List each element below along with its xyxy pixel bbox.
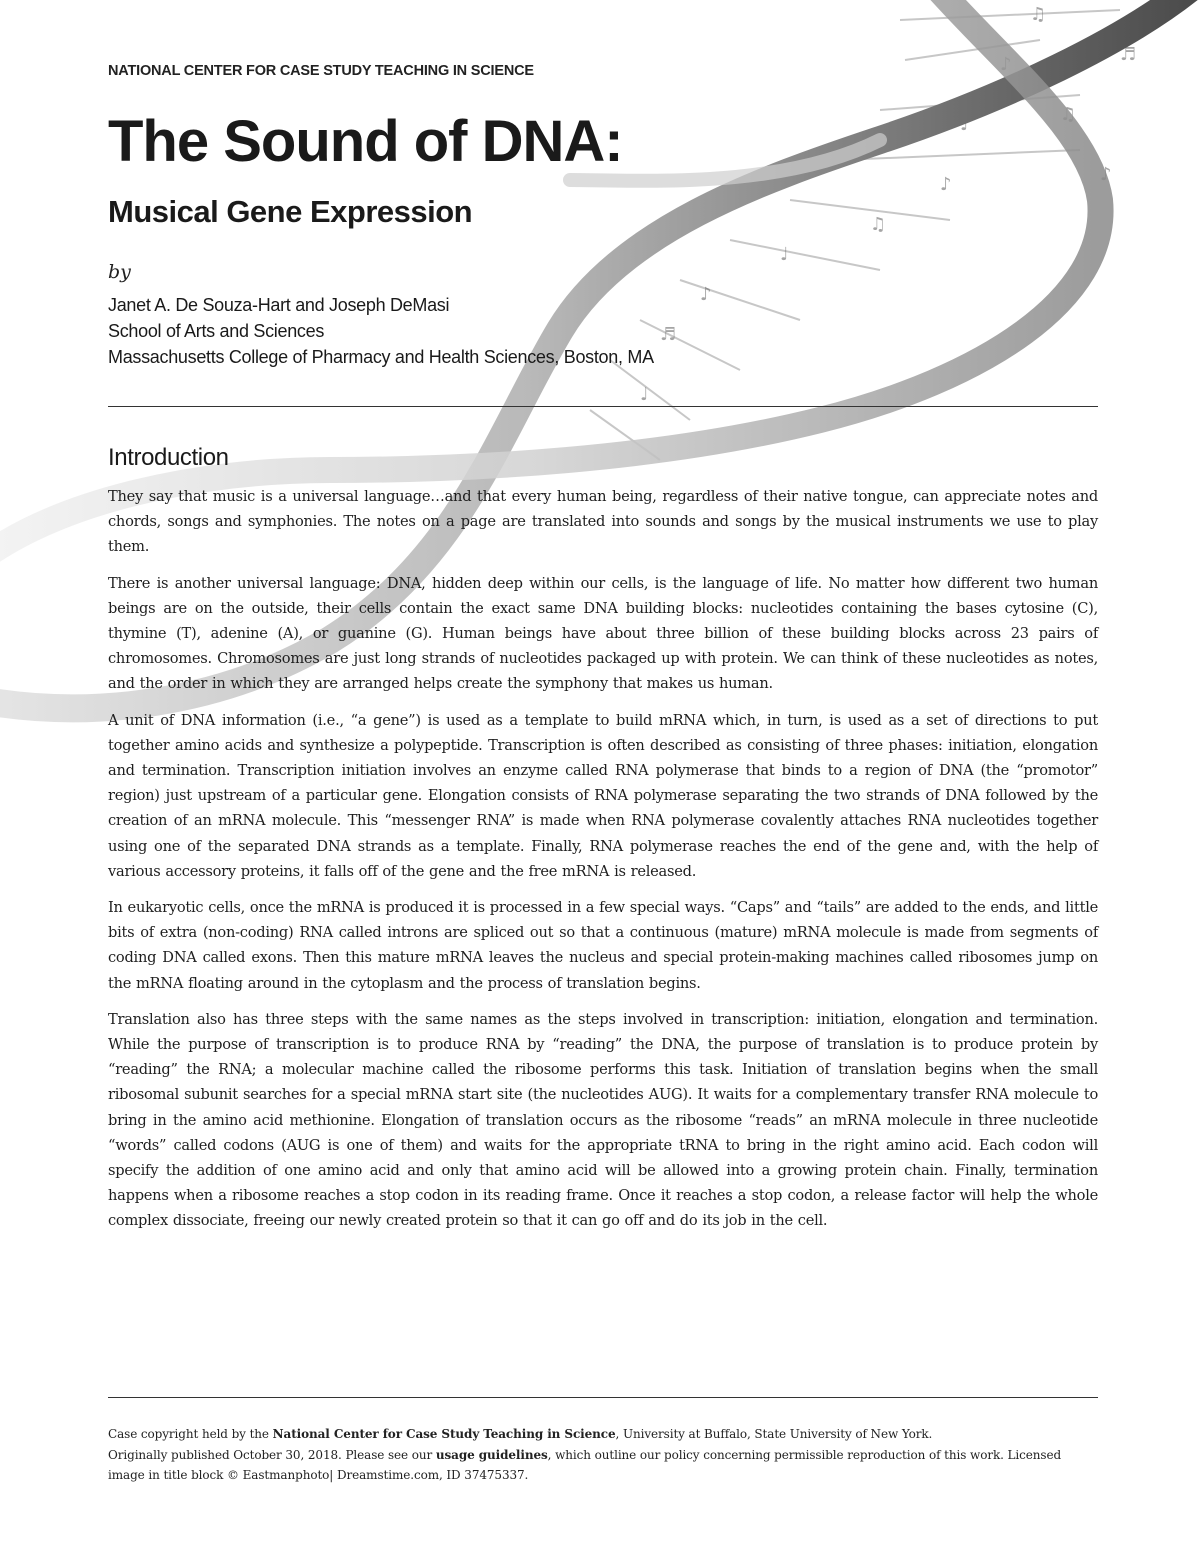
school: School of Arts and Sciences <box>108 321 325 341</box>
footer-divider <box>108 1397 1098 1398</box>
svg-text:♪: ♪ <box>1100 164 1112 185</box>
page-subtitle: Musical Gene Expression <box>108 194 473 229</box>
svg-text:♪: ♪ <box>700 284 712 305</box>
published-suffix: , which outline our policy concerning permissible reproduction of this work. Licensed image in title block © Eastmanphoto| Dreamstime.com, ID 37475337. <box>108 1447 1062 1482</box>
page-title: The Sound of DNA: <box>108 109 623 174</box>
copyright-suffix: , University at Buffalo, State University of New York. <box>615 1427 933 1441</box>
svg-text:♬: ♬ <box>1120 44 1137 65</box>
author-block <box>108 292 654 370</box>
paragraph: There is another universal language: DNA, hidden deep within our cells, is the language of life. No matter how different two human beings are on the outside, their cells contain the exact same DNA building blocks: nucleotides containing the bases cytosine (C), thymine (T), adenine (A), or guanine (G). Human beings have about three billion of these building blocks across 23 pairs of chromosomes. Chromosomes are just long strands of nucleotides packaged up with protein. We can think of these nucleotides as notes, and the order in which they are arranged helps create the symphony that makes us human. <box>108 574 1098 693</box>
publication-line <box>108 1445 1098 1486</box>
copyright-line <box>108 1424 1098 1445</box>
svg-text:♪: ♪ <box>940 174 952 195</box>
svg-text:♫: ♫ <box>1060 104 1077 125</box>
introduction-body <box>108 484 1098 1245</box>
section-heading-introduction: Introduction <box>108 444 229 471</box>
svg-text:♩: ♩ <box>960 114 969 135</box>
svg-text:♩: ♩ <box>780 244 789 265</box>
svg-text:♬: ♬ <box>660 324 677 345</box>
paragraph: In eukaryotic cells, once the mRNA is produced it is processed in a few special ways. “Caps” and “tails” are added to the ends, and little bits of extra (non-coding) RNA called introns are spliced out so that a continuous (mature) mRNA molecule is made from segments of coding DNA called exons. Then this mature mRNA leaves the nucleus and special protein-making machines called ribosomes jump on the mRNA floating around in the cytoplasm and the process of translation begins. <box>108 899 1098 992</box>
header-divider <box>108 406 1098 407</box>
paragraph: They say that music is a universal language…and that every human being, regardless of their native tongue, can appreciate notes and chords, songs and symphonies. The notes on a page are translated into sounds and songs by the musical instruments we use to play them. <box>108 488 1098 556</box>
copyright-prefix: Case copyright held by the <box>108 1427 273 1441</box>
paragraph: Translation also has three steps with the same names as the steps involved in transcription: initiation, elongation and termination. While the purpose of transcription is to produce RNA by “reading” the DNA, the purpose of translation is to produce protein by “reading” the RNA; a molecular machine called the ribosome performs this task. Initiation of translation begins when the small ribosomal subunit searches for a special mRNA start site (the nucleotides AUG). It waits for a complementary transfer RNA molecule to bring in the amino acid methionine. Elongation of translation occurs as the ribosome “reads” an mRNA molecule in three nucleotide “words” called codons (AUG is one of them) and waits for the appropriate tRNA to bring in the right amino acid. Each codon will specify the addition of one amino acid and only that amino acid will be allowed into a growing protein chain. Finally, termination happens when a ribosome reaches a stop codon in its reading frame. Once it reaches a stop codon, a release factor will help the whole complex dissociate, freeing our newly created protein so that it can go off and do its job in the cell. <box>108 1010 1098 1230</box>
helix-strand-back <box>0 0 1101 560</box>
byline-label: by <box>108 261 131 283</box>
published-prefix: Originally published October 30, 2018. Please see our <box>108 1447 436 1462</box>
svg-text:♩: ♩ <box>640 384 649 405</box>
copyright-holder: National Center for Case Study Teaching in Science <box>272 1427 616 1441</box>
svg-text:♫: ♫ <box>870 214 887 235</box>
institution: Massachusetts College of Pharmacy and Health Sciences, Boston, MA <box>108 347 654 367</box>
svg-text:♪: ♪ <box>1000 54 1012 75</box>
paragraph: A unit of DNA information (i.e., “a gene”) is used as a template to build mRNA which, in turn, is used as a set of directions to put together amino acids and synthesize a polypeptide. Transcription is often described as consisting of three phases: initiation, elongation and termination. Transcription initiation involves an enzyme called RNA polymerase that binds to a region of DNA (the “promotor” region) just upstream of a particular gene. Elongation consists of RNA polymerase separating the two strands of DNA followed by the creation of an mRNA molecule. This “messenger RNA” is made when RNA polymerase covalently attaches RNA nucleotides together using one of the separated DNA strands as a template. Finally, RNA polymerase reaches the end of the gene and, with the help of various accessory proteins, it falls off of the gene and the free mRNA is released. <box>108 711 1098 880</box>
footer-copyright <box>108 1424 1098 1486</box>
svg-text:♫: ♫ <box>1030 4 1047 25</box>
organization-name: NATIONAL CENTER FOR CASE STUDY TEACHING IN SCIENCE <box>108 63 534 79</box>
usage-guidelines-link[interactable]: usage guidelines <box>435 1447 548 1462</box>
authors: Janet A. De Souza-Hart and Joseph DeMasi <box>108 295 450 315</box>
